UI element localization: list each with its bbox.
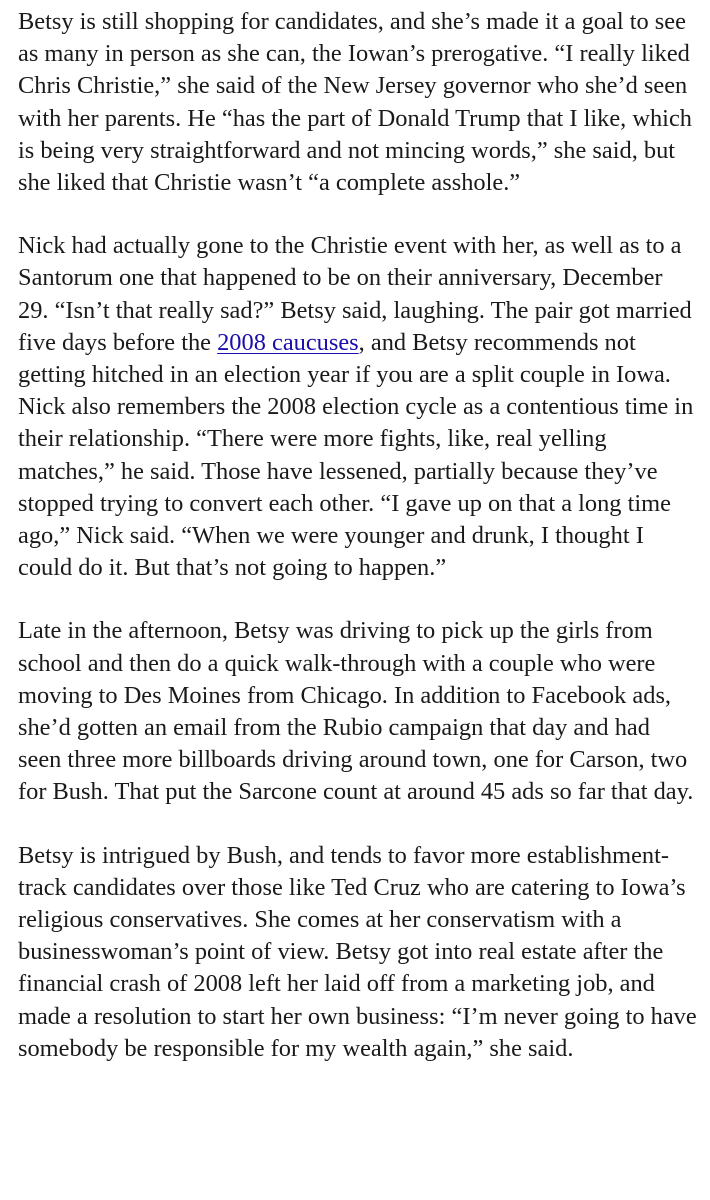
paragraph-3-text: Late in the afternoon, Betsy was driving to pick up the girls from school and then do a quick walk-through with a couple who were moving to Des Moines from Chicago. In addition to Facebook ads, she’d gotten an email from the Rubio campaign that day and had seen three more billboards driving around town, one for Carson, two for Bush. That put the Sarcone count at around 45 ads so far that day. <box>18 617 694 806</box>
article-body <box>18 6 698 1096</box>
paragraph-4-text: Betsy is intrigued by Bush, and tends to favor more establishment-track candidates over those like Ted Cruz who are catering to Iowa’s religious conservatives. She comes at her conservatism with a businesswoman’s point of view. Betsy got into real estate after the financial crash of 2008 left her laid off from a marketing job, and made a resolution to start her own business: “I’m never going to have somebody be responsible for my wealth again,” she said. <box>18 841 697 1062</box>
paragraph-1 <box>18 6 698 199</box>
paragraph-2 <box>18 230 698 584</box>
paragraph-3 <box>18 615 698 808</box>
caucuses-2008-link[interactable]: 2008 caucuses <box>217 328 359 356</box>
paragraph-2-text-before-link: Nick had actually gone to the Christie event with her, as well as to a Santorum one that happened to be on their anniversary, December 29. “Isn’t that really sad?” Betsy said, laughing. The pair got married five days before the <box>18 232 692 356</box>
paragraph-4 <box>18 840 698 1065</box>
paragraph-2-text-after-link: , and Betsy recommends not getting hitched in an election year if you are a split couple in Iowa. Nick also remembers the 2008 election cycle as a contentious time in their relationship. “There were more fights, like, real yelling matches,” he said. Those have lessened, partially because they’ve stopped trying to convert each other. “I gave up on that a long time ago,” Nick said. “When we were younger and drunk, I thought I could do it. But that’s not going to happen.” <box>18 328 694 582</box>
paragraph-1-text: Betsy is still shopping for candidates, and she’s made it a goal to see as many in person as she can, the Iowan’s prerogative. “I really liked Chris Christie,” she said of the New Jersey governor who she’d seen with her parents. He “has the part of Donald Trump that I like, which is being very straightforward and not mincing words,” she said, but she liked that Christie wasn’t “a complete asshole.” <box>18 8 692 197</box>
